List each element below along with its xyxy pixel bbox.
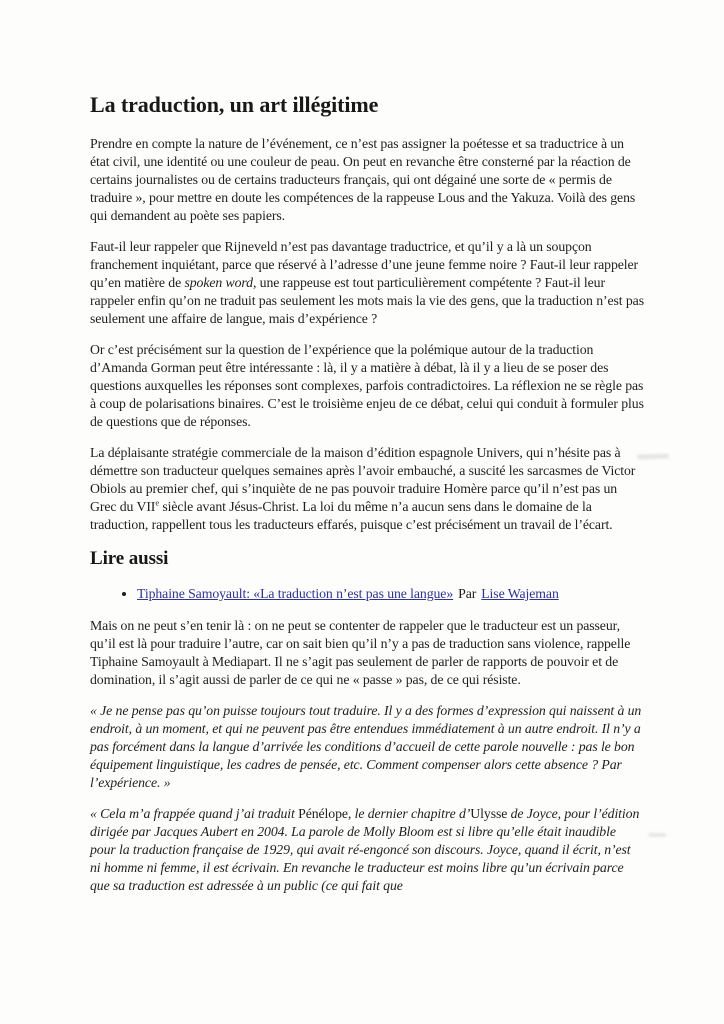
author-link[interactable]: Lise Wajeman [481,586,559,601]
paragraph-gorman-debat: Or c’est précisément sur la question de l’expérience que la polémique autour de la traduction d’Amanda Gorman peut être intéressante : là, il y a matière à débat, là il y a lieu de se poser des questions auxquelles les réponses sont complexes, parfois contradictoires. La réflexion ne se règle pas à coup de polarisations binaires. C’est le troisième enjeu de ce débat, celui qui conduit à formuler plus de questions que de réponses. [90,342,644,429]
paragraph-univers-obiols: La déplaisante stratégie commerciale de la maison d’édition espagnole Univers, qui n’hésite pas à démettre son traducteur quelques semaines après l’avoir embauché, a suscité les sarcasmes de Victor Obiols au premier chef, qui s’inquiète de ne pas pouvoir traduire Homère parce qu’il n’est pas un Grec du VIIe siècle avant Jésus-Christ. La loi du même n’a aucun sens dans le domaine de la traduction, rappellent tous les traducteurs effarés, puisque c’est précisément un travail de l’écart. [90,445,636,532]
quote-penelope-ulysse: « Cela m’a frappée quand j’ai traduit Pénélope, le dernier chapitre d’Ulysse de Joyce, pour l’édition dirigée par Jacques Aubert en 2004. La parole de Molly Bloom est si libre qu’elle était inaudible pour la traduction française de 1929, qui avait ré-engoncé son discours. Joyce, quand il écrit, n’est ni homme ni femme, il est écrivain. En revanche le traducteur est moins libre qu’un écrivain parce que sa traduction est adressée à un public (ce qui fait que [90,806,640,893]
paragraph-rijneveld: Faut-il leur rappeler que Rijneveld n’est pas davantage traductrice, et qu’il y a là un soupçon franchement inquiétant, parce que réservé à l’adresse d’une jeune femme noire ? Faut-il leur rappeler qu’en matière de spoken word, une rappeuse est tout particulièrement compétente ? Faut-il leur rappeler enfin qu’on ne traduit pas seulement les mots mais la vie des gens, que la traduction n’est pas seulement une affaire de langue, mais d’expérience ? [90,239,644,326]
paragraph-intro: Prendre en compte la nature de l’événement, ce n’est pas assigner la poétesse et sa traductrice à un état civil, une identité ou une couleur de peau. On peut en revanche être consterné par la réaction de certains journalistes ou de certains traducteurs français, qui ont dégainé une sorte de « permis de traduire », pour mettre en doute les compétences de la rappeuse Lous and the Yakuza. Voilà des gens qui demandent au poète ses papiers. [90,136,636,223]
article-title: La traduction, un art illégitime [90,92,379,117]
related-link-item [137,585,644,603]
byline-prefix: Par [458,586,477,601]
related-article-link[interactable]: Tiphaine Samoyault: «La traduction n’est pas une langue» [137,586,454,601]
paragraph-passeur: Mais on ne peut s’en tenir là : on ne peut se contenter de rappeler que le traducteur est un passeur, qu’il est là pour traduire l’autre, car on sait bien qu’il n’y a pas de traduction sans violence, rappelle Tiphaine Samoyault à Mediapart. Il ne s’agit pas seulement de parler de rapports de pouvoir et de domination, il s’agit aussi de parler de ce qui ne « passe » pas, de ce qui résiste. [90,618,631,687]
quote-tout-traduire: « Je ne pense pas qu’on puisse toujours tout traduire. Il y a des formes d’expression qui naissent à un endroit, à un moment, et qui ne peuvent pas être entendues immédiatement à un autre endroit. Il n’y a pas forcément dans la langue d’arrivée les conditions d’accueil de cette parole nouvelle : pas le bon équipement linguistique, les cadres de pensée, etc. Comment compenser alors cette absence ? Par l’expérience. » [90,703,642,790]
scan-artifact [648,833,666,837]
lire-aussi-heading: Lire aussi [90,548,169,569]
scan-artifact [637,453,669,459]
related-links-list [90,585,644,603]
